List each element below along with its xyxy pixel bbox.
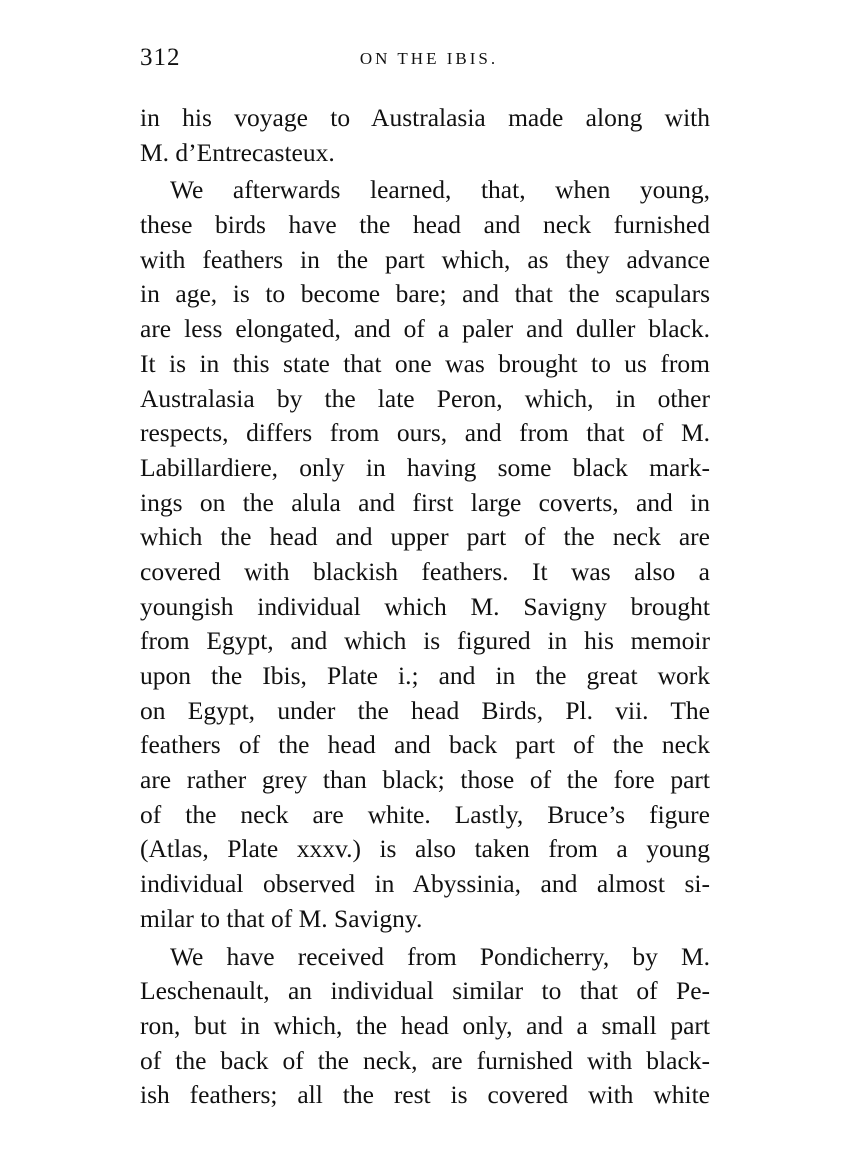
text-line: these birds have the head and neck furnished: [140, 210, 710, 240]
running-title: ON THE IBIS.: [359, 49, 499, 68]
page-header: [140, 44, 710, 74]
text-line: in his voyage to Australasia made along with: [140, 103, 710, 132]
text-line: milar to that of M. Savigny.: [140, 903, 423, 933]
text-line: on Egypt, under the head Birds, Pl. vii. The: [140, 695, 710, 725]
text-line: are less elongated, and of a paler and duller black.: [140, 314, 710, 344]
text-line: of the neck are white. Lastly, Bruce’s figure: [140, 799, 710, 829]
text-line: individual observed in Abyssinia, and almost si-: [140, 869, 710, 899]
text-line: (Atlas, Plate xxxv.) is also taken from a young: [140, 834, 710, 864]
text-line: ish feathers; all the rest is covered with white: [140, 1080, 710, 1110]
text-line: with feathers in the part which, as they advance: [140, 244, 710, 274]
text-line: M. d’Entrecasteux.: [140, 137, 335, 167]
text-line: respects, differs from ours, and from that of M.: [140, 418, 710, 448]
text-line: It is in this state that one was brought to us from: [140, 348, 710, 378]
text-line: of the back of the neck, are furnished with black-: [140, 1045, 710, 1075]
text-line: are rather grey than black; those of the fore part: [140, 765, 710, 795]
text-line: We afterwards learned, that, when young,: [170, 175, 710, 205]
text-line: We have received from Pondicherry, by M.: [170, 941, 710, 971]
text-line: which the head and upper part of the neck are: [140, 522, 710, 552]
text-line: Labillardiere, only in having some black mark-: [140, 452, 710, 482]
text-line: youngish individual which M. Savigny brought: [140, 591, 710, 621]
paragraph: [140, 101, 710, 170]
text-line: in age, is to become bare; and that the scapulars: [140, 279, 710, 309]
text-line: Australasia by the late Peron, which, in other: [140, 383, 710, 413]
body-text: [140, 101, 710, 1113]
page-number: 312: [140, 44, 181, 71]
text-line: ron, but in which, the head only, and a small part: [140, 1010, 710, 1040]
text-line: feathers of the head and back part of the neck: [140, 730, 710, 760]
text-line: covered with blackish feathers. It was also a: [140, 556, 710, 586]
text-line: ings on the alula and first large coverts, and in: [140, 487, 710, 517]
text-line: upon the Ibis, Plate i.; and in the great work: [140, 661, 710, 690]
text-line: Leschenault, an individual similar to that of Pe-: [140, 976, 710, 1006]
text-line: from Egypt, and which is figured in his memoir: [140, 626, 710, 656]
paragraph: [140, 173, 710, 936]
paragraph: [140, 940, 710, 1113]
